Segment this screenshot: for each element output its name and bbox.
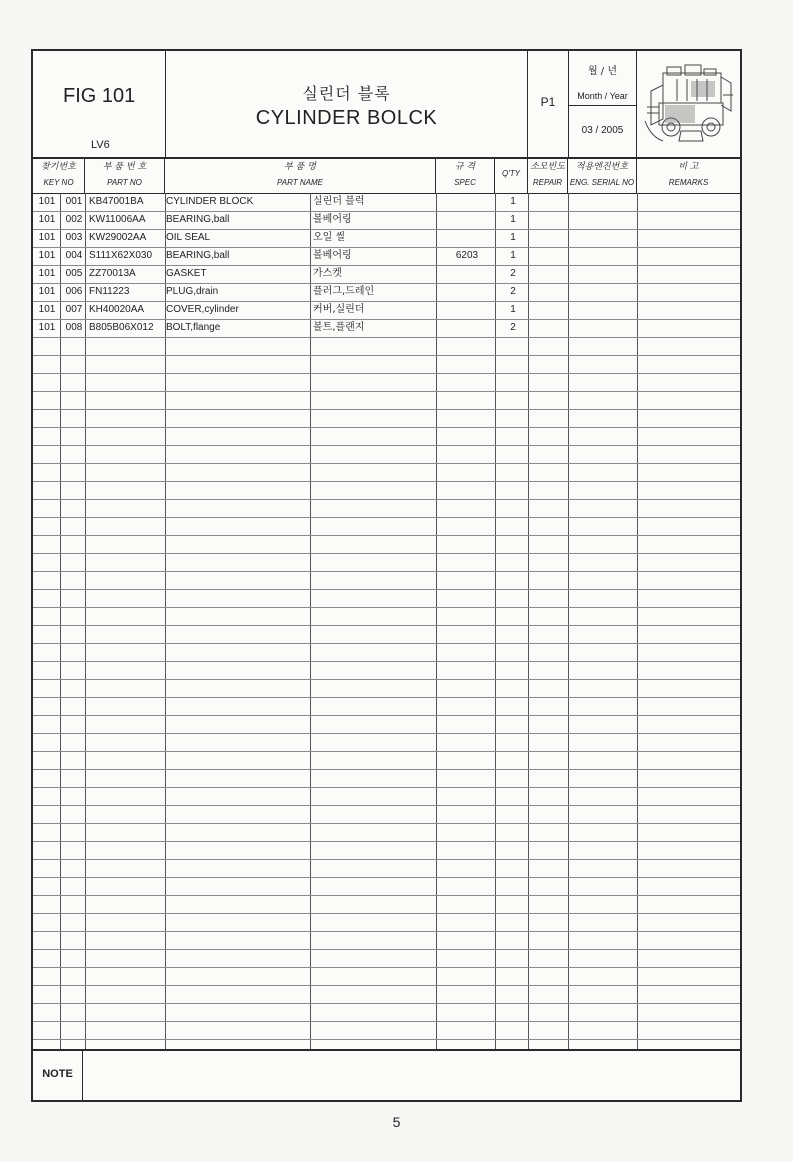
- row-rule: [33, 877, 740, 878]
- spec-header: [436, 157, 495, 193]
- part-no: KH40020AA: [89, 304, 145, 315]
- spec-header-ko: 규 격: [454, 162, 476, 172]
- table-row: [33, 211, 740, 229]
- row-rule: [33, 679, 740, 680]
- key-no-2: 001: [65, 196, 83, 207]
- row-rule: [33, 247, 740, 248]
- key-no-2: 008: [65, 322, 83, 333]
- parts-table-body: [33, 193, 740, 1051]
- qty: 1: [510, 232, 516, 243]
- title-english: CYLINDER BOLCK: [255, 107, 438, 129]
- qty-header-label: Q'TY: [502, 169, 520, 178]
- part-name-header-ko: 부 품 명: [284, 162, 316, 172]
- spec: [438, 301, 496, 319]
- qty: 2: [510, 322, 516, 333]
- part-name-en: BEARING,ball: [166, 214, 230, 225]
- key-no-1: 101: [38, 286, 56, 297]
- serial-header: [568, 157, 637, 193]
- remarks-header: [637, 157, 740, 193]
- part-no: KW11006AA: [89, 214, 146, 225]
- row-rule: [33, 985, 740, 986]
- qty-header: [495, 157, 528, 193]
- spec: [438, 265, 496, 283]
- row-rule: [33, 1003, 740, 1004]
- row-rule: [33, 463, 740, 464]
- page-code: P1: [540, 95, 556, 109]
- part-no: FN11223: [89, 286, 130, 297]
- parts-list-sheet: [31, 49, 742, 1102]
- row-rule: [33, 625, 740, 626]
- row-rule: [33, 499, 740, 500]
- repair-header-en: REPAIR: [532, 178, 563, 187]
- row-rule: [33, 337, 740, 338]
- row-rule: [33, 895, 740, 896]
- row-rule: [33, 481, 740, 482]
- part-name-en: OIL SEAL: [166, 232, 211, 243]
- table-row: [33, 301, 740, 319]
- row-rule: [33, 355, 740, 356]
- page-number: 5: [392, 1114, 401, 1130]
- key-no-2: 003: [65, 232, 83, 243]
- model-name: LV6: [91, 139, 110, 151]
- row-rule: [33, 949, 740, 950]
- row-rule: [33, 409, 740, 410]
- spec: [438, 283, 496, 301]
- qty: 1: [510, 196, 516, 207]
- spec: [438, 193, 496, 211]
- part-name-ko: 볼베어링: [313, 214, 352, 225]
- part-name-en: BEARING,ball: [166, 250, 230, 261]
- key-no-1: 101: [38, 250, 56, 261]
- row-rule: [33, 301, 740, 302]
- table-row: [33, 193, 740, 211]
- part-name-ko: 가스켓: [313, 268, 342, 279]
- spec-header-en: SPEC: [454, 178, 476, 187]
- row-rule: [33, 1039, 740, 1040]
- key-no-header-en: KEY NO: [43, 178, 74, 187]
- key-no-1: 101: [38, 268, 56, 279]
- row-rule: [33, 697, 740, 698]
- spec: [438, 211, 496, 229]
- row-rule: [33, 571, 740, 572]
- engine-illustration-icon: [641, 61, 736, 147]
- key-no-2: 007: [65, 304, 83, 315]
- row-rule: [33, 283, 740, 284]
- part-no: S111X62X030: [89, 250, 153, 261]
- row-rule: [33, 967, 740, 968]
- table-row: [33, 229, 740, 247]
- table-row: [33, 319, 740, 337]
- part-name-ko: 실린더 블럭: [313, 196, 365, 207]
- part-name-header-en: PART NAME: [277, 178, 323, 187]
- part-name-header: [165, 157, 436, 193]
- qty: 1: [510, 304, 516, 315]
- part-name-en: GASKET: [166, 268, 207, 279]
- key-no-2: 005: [65, 268, 83, 279]
- repair-header: [528, 157, 568, 193]
- row-rule: [33, 841, 740, 842]
- date-label-korean: 월 / 년: [587, 66, 618, 77]
- fig-number: FIG 101: [63, 85, 136, 107]
- key-no-1: 101: [38, 214, 56, 225]
- key-no-1: 101: [38, 196, 56, 207]
- key-no-2: 004: [65, 250, 83, 261]
- row-rule: [33, 859, 740, 860]
- part-name-en: COVER,cylinder: [166, 304, 239, 315]
- title-cell: [166, 51, 528, 157]
- illustration-cell: [637, 51, 740, 157]
- row-rule: [33, 589, 740, 590]
- part-no: ZZ70013A: [89, 268, 136, 279]
- row-rule: [33, 733, 740, 734]
- key-no-header: [33, 157, 85, 193]
- row-rule: [33, 913, 740, 914]
- key-no-1: 101: [38, 232, 56, 243]
- part-no: KW29002AA: [89, 232, 147, 243]
- title-korean: 실린더 블록: [302, 84, 391, 103]
- row-rule: [33, 427, 740, 428]
- serial-header-ko: 적용엔진번호: [575, 162, 629, 172]
- row-rule: [33, 787, 740, 788]
- part-name-ko: 볼트,플랜지: [313, 322, 365, 333]
- repair-header-ko: 소모빈도: [530, 162, 565, 172]
- row-rule: [33, 607, 740, 608]
- part-name-ko: 볼베어링: [313, 250, 352, 261]
- part-no-header: [85, 157, 165, 193]
- row-rule: [33, 265, 740, 266]
- row-rule: [33, 535, 740, 536]
- table-row: [33, 283, 740, 301]
- part-no: KB47001BA: [89, 196, 144, 207]
- part-name-ko: 오일 씰: [313, 232, 346, 243]
- qty: 1: [510, 250, 516, 261]
- part-no-header-en: PART NO: [107, 178, 142, 187]
- column-headers: [33, 157, 740, 194]
- qty: 2: [510, 268, 516, 279]
- key-no-header-ko: 찾기번호: [41, 162, 76, 172]
- date-divider: [569, 105, 636, 106]
- part-name-ko: 플러그,드레인: [313, 286, 375, 297]
- row-rule: [33, 445, 740, 446]
- key-no-2: 002: [65, 214, 83, 225]
- row-rule: [33, 553, 740, 554]
- table-row: [33, 247, 740, 265]
- row-rule: [33, 211, 740, 212]
- row-rule: [33, 319, 740, 320]
- part-name-en: PLUG,drain: [166, 286, 219, 297]
- row-rule: [33, 661, 740, 662]
- page-cell: [528, 51, 569, 157]
- qty: 2: [510, 286, 516, 297]
- spec: [438, 229, 496, 247]
- row-rule: [33, 517, 740, 518]
- row-rule: [33, 769, 740, 770]
- key-no-2: 006: [65, 286, 83, 297]
- note-section: [33, 1049, 740, 1100]
- table-row: [33, 265, 740, 283]
- date-cell: [569, 51, 637, 157]
- row-rule: [33, 823, 740, 824]
- key-no-1: 101: [38, 304, 56, 315]
- serial-header-en: ENG. SERIAL NO: [569, 178, 635, 187]
- row-rule: [33, 1021, 740, 1022]
- row-rule: [33, 715, 740, 716]
- row-rule: [33, 643, 740, 644]
- part-no: B805B06X012: [89, 322, 154, 333]
- row-rule: [33, 805, 740, 806]
- date-value: 03 / 2005: [581, 125, 624, 136]
- part-name-ko: 커버,실린더: [313, 304, 365, 315]
- spec: 6203: [455, 250, 479, 261]
- remarks-header-ko: 비 고: [678, 162, 699, 172]
- row-rule: [33, 373, 740, 374]
- part-name-en: BOLT,flange: [166, 322, 221, 333]
- part-name-en: CYLINDER BLOCK: [166, 196, 254, 207]
- row-rule: [33, 391, 740, 392]
- row-rule: [33, 751, 740, 752]
- fig-cell: [33, 51, 166, 157]
- part-no-header-ko: 부 품 번 호: [102, 162, 147, 172]
- note-label: NOTE: [33, 1049, 83, 1100]
- key-no-1: 101: [38, 322, 56, 333]
- qty: 1: [510, 214, 516, 225]
- date-label-english: Month / Year: [577, 91, 628, 101]
- spec: [438, 319, 496, 337]
- remarks-header-en: REMARKS: [668, 178, 709, 187]
- sheet-header: [33, 51, 740, 159]
- row-rule: [33, 931, 740, 932]
- row-rule: [33, 229, 740, 230]
